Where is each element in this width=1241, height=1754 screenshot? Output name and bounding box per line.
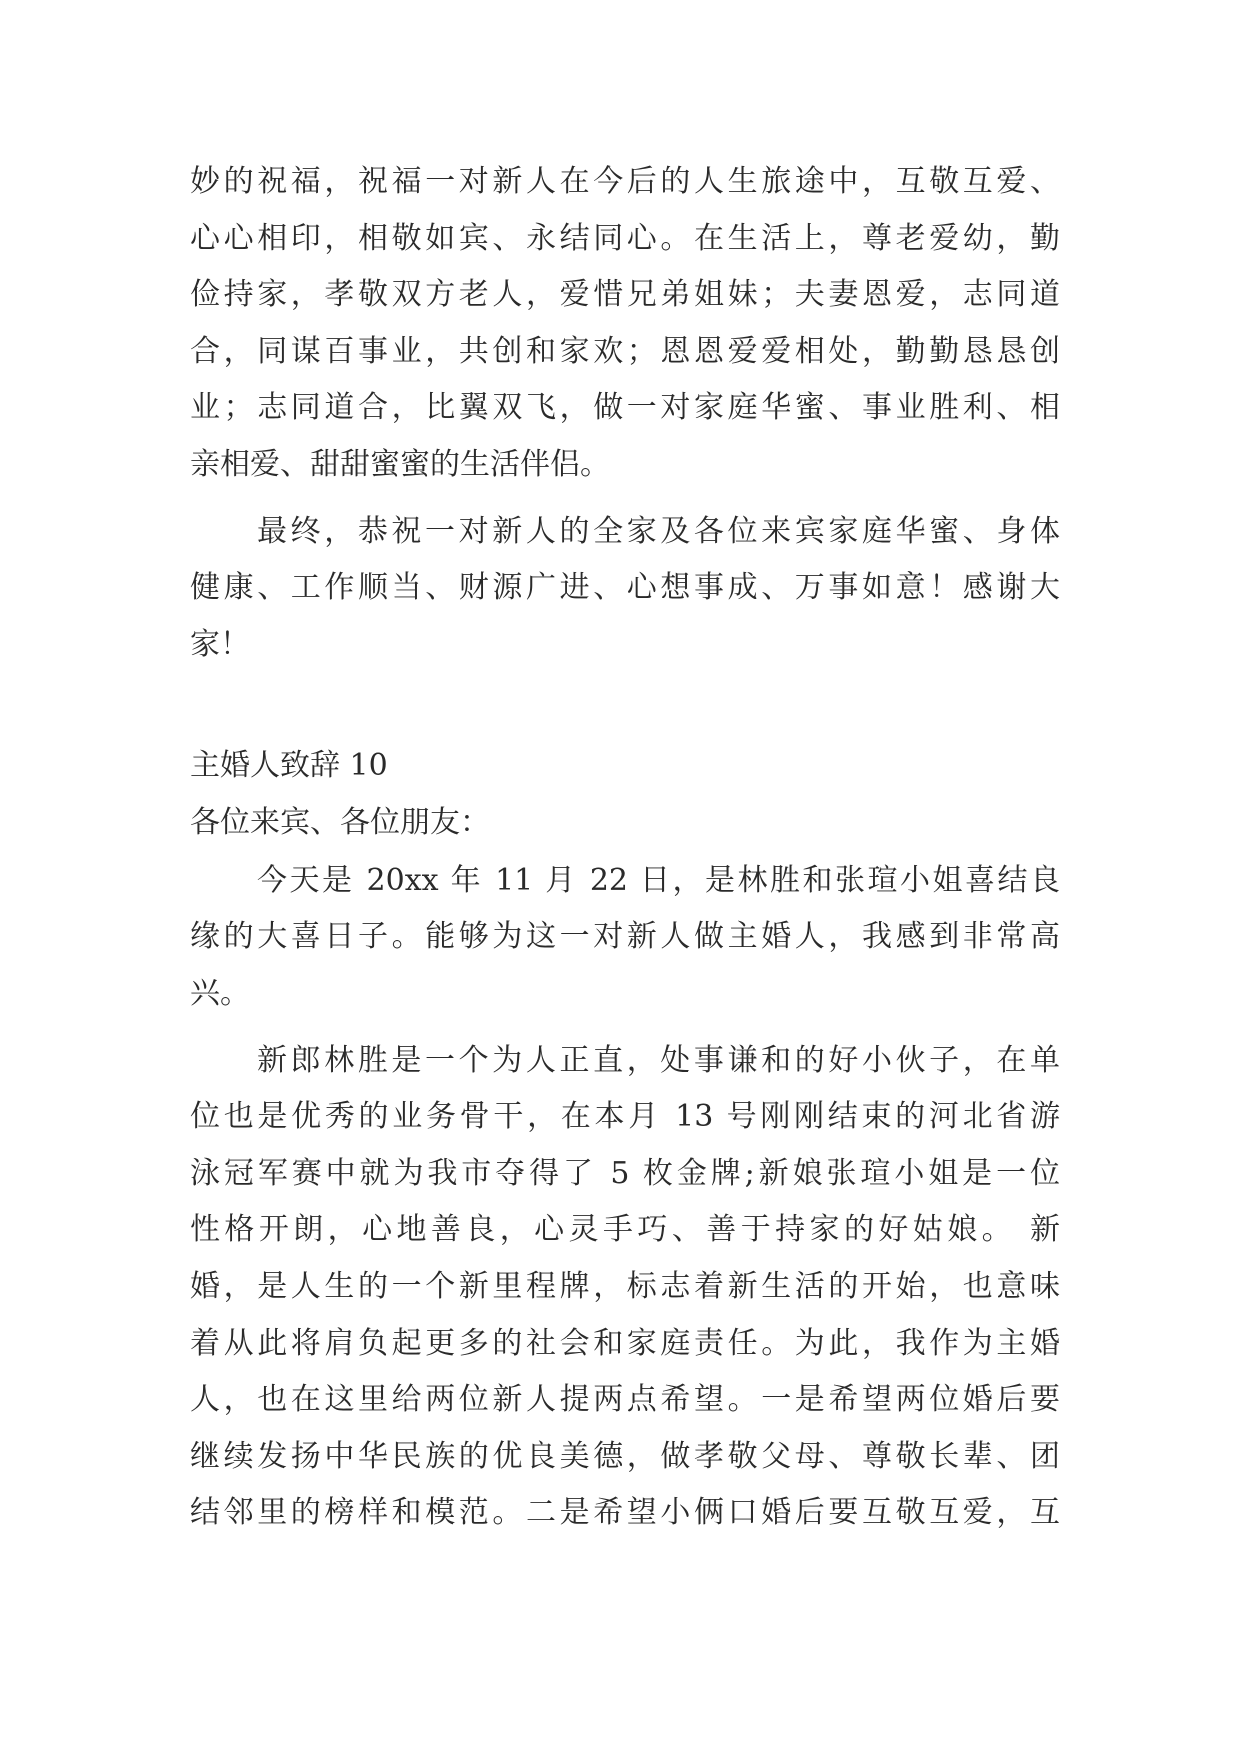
paragraph-1-line-4: 合，同谋百事业，共创和家欢；恩恩爱爱相处，勤勤恳恳创 [190,334,1060,369]
paragraph-1-line-3: 俭持家，孝敬双方老人，爱惜兄弟姐妹；夫妻恩爱，志同道 [190,277,1060,312]
paragraph-3-line-2: 缘的大喜日子。能够为这一对新人做主婚人，我感到非常高 [190,919,1060,954]
paragraph-4-line-7: 人，也在这里给两位新人提两点希望。一是希望两位婚后要 [190,1382,1060,1417]
paragraph-2-line-3: 家！ [190,627,250,662]
paragraph-1-line-5: 业；志同道合，比翼双飞，做一对家庭华蜜、事业胜利、相 [190,390,1060,425]
paragraph-4-line-3: 泳冠军赛中就为我市夺得了 5 枚金牌;新娘张瑄小姐是一位 [190,1156,1060,1191]
paragraph-2-line-2: 健康、工作顺当、财源广进、心想事成、万事如意！感谢大 [190,570,1060,605]
paragraph-3-line-1: 今天是 20xx 年 11 月 22 日，是林胜和张瑄小姐喜结良 [257,863,1060,898]
paragraph-1-line-6: 亲相爱、甜甜蜜蜜的生活伴侣。 [190,447,610,482]
paragraph-4-line-6: 着从此将肩负起更多的社会和家庭责任。为此，我作为主婚 [190,1326,1060,1361]
paragraph-4-line-4: 性格开朗，心地善良，心灵手巧、善于持家的好姑娘。 新 [190,1212,1060,1247]
paragraph-4-line-5: 婚，是人生的一个新里程牌，标志着新生活的开始，也意味 [190,1269,1060,1304]
paragraph-4-line-2: 位也是优秀的业务骨干，在本月 13 号刚刚结束的河北省游 [190,1099,1060,1134]
paragraph-4-line-9: 结邻里的榜样和模范。二是希望小俩口婚后要互敬互爱，互 [190,1495,1060,1530]
section-title: 主婚人致辞 10 [190,748,388,783]
paragraph-4-line-1: 新郎林胜是一个为人正直，处事谦和的好小伙子，在单 [257,1043,1060,1078]
paragraph-2-line-1: 最终，恭祝一对新人的全家及各位来宾家庭华蜜、身体 [257,514,1060,549]
paragraph-1-line-2: 心心相印，相敬如宾、永结同心。在生活上，尊老爱幼，勤 [190,221,1060,256]
paragraph-4-line-8: 继续发扬中华民族的优良美德，做孝敬父母、尊敬长辈、团 [190,1439,1060,1474]
paragraph-1-line-1: 妙的祝福，祝福一对新人在今后的人生旅途中，互敬互爱、 [190,164,1060,199]
salutation: 各位来宾、各位朋友： [190,805,490,840]
paragraph-3-line-3: 兴。 [190,976,250,1011]
